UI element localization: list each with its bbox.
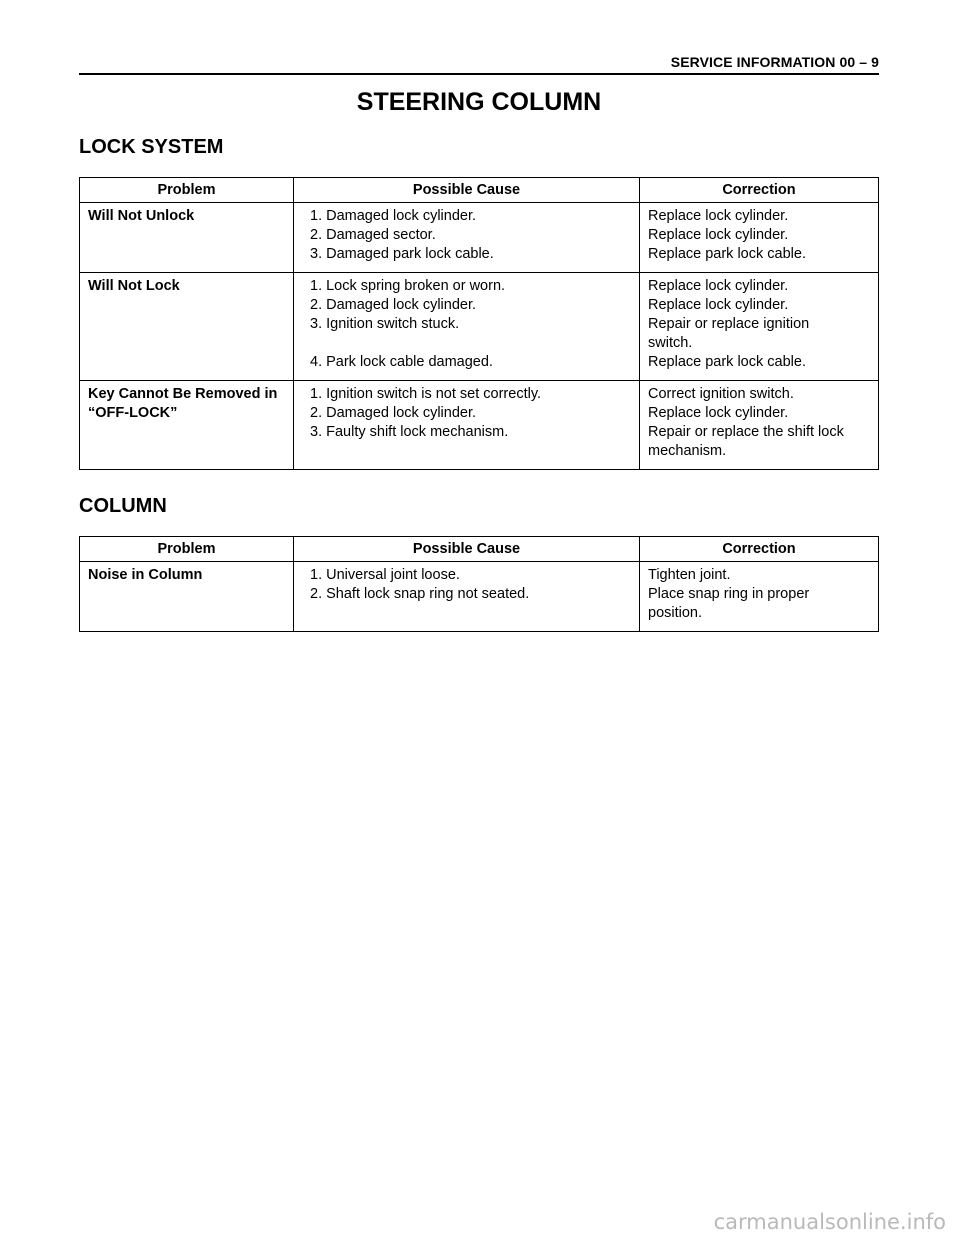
problem-cell: Will Not Unlock <box>80 203 294 273</box>
cause-cell <box>294 203 640 273</box>
column-header-correction: Correction <box>640 537 879 562</box>
column-header-problem: Problem <box>80 178 294 203</box>
correction-line: Replace lock cylinder. <box>648 227 789 243</box>
correction-line: Replace lock cylinder. <box>648 405 789 421</box>
cause-line: 1. Lock spring broken or worn. <box>310 278 506 294</box>
correction-line: Replace lock cylinder. <box>648 278 789 294</box>
table-row <box>80 203 879 273</box>
cause-line: 1. Damaged lock cylinder. <box>310 208 477 224</box>
problem-cell: Noise in Column <box>80 562 294 632</box>
correction-cell <box>640 562 879 632</box>
watermark-text: carmanualsonline.info <box>713 1210 946 1234</box>
correction-line: Replace lock cylinder. <box>648 208 789 224</box>
cause-line: 2. Damaged lock cylinder. <box>310 297 477 313</box>
table-row <box>80 381 879 470</box>
header-rule <box>79 73 879 75</box>
running-header: SERVICE INFORMATION 00 – 9 <box>670 54 879 70</box>
table-row <box>80 562 879 632</box>
section-heading-lock-system: LOCK SYSTEM <box>79 136 224 158</box>
correction-cell <box>640 273 879 381</box>
correction-line: Place snap ring in proper <box>648 586 810 602</box>
problem-cell: Will Not Lock <box>80 273 294 381</box>
column-table <box>79 536 879 632</box>
cause-line: 2. Damaged lock cylinder. <box>310 405 477 421</box>
problem-cell: Key Cannot Be Removed in “OFF-LOCK” <box>80 381 294 470</box>
column-header-possible-cause: Possible Cause <box>294 178 640 203</box>
cause-line: 4. Park lock cable damaged. <box>310 354 493 370</box>
column-header-correction: Correction <box>640 178 879 203</box>
column-header-problem: Problem <box>80 537 294 562</box>
cause-line: 1. Universal joint loose. <box>310 567 460 583</box>
lock-system-table <box>79 177 879 470</box>
page-title: STEERING COLUMN <box>356 88 602 116</box>
correction-line: Replace park lock cable. <box>648 246 806 262</box>
correction-cell <box>640 381 879 470</box>
cause-line: 1. Ignition switch is not set correctly. <box>310 386 542 402</box>
cause-line: 2. Damaged sector. <box>310 227 436 243</box>
correction-line: position. <box>648 605 703 621</box>
section-heading-column: COLUMN <box>79 495 167 517</box>
table-row <box>80 273 879 381</box>
correction-line: mechanism. <box>648 443 727 459</box>
correction-line: Tighten joint. <box>648 567 731 583</box>
correction-line: switch. <box>648 335 693 351</box>
table-header-row <box>80 178 879 203</box>
cause-cell <box>294 273 640 381</box>
correction-line: Repair or replace the shift lock <box>648 424 844 440</box>
table-header-row <box>80 537 879 562</box>
correction-line: Replace lock cylinder. <box>648 297 789 313</box>
correction-cell <box>640 203 879 273</box>
correction-line: Correct ignition switch. <box>648 386 794 402</box>
cause-cell <box>294 562 640 632</box>
correction-line: Replace park lock cable. <box>648 354 806 370</box>
cause-line: 2. Shaft lock snap ring not seated. <box>310 586 530 602</box>
cause-cell <box>294 381 640 470</box>
cause-line: 3. Faulty shift lock mechanism. <box>310 424 509 440</box>
cause-line <box>310 334 631 353</box>
correction-line: Repair or replace ignition <box>648 316 810 332</box>
cause-line: 3. Damaged park lock cable. <box>310 246 494 262</box>
cause-line: 3. Ignition switch stuck. <box>310 316 460 332</box>
column-header-possible-cause: Possible Cause <box>294 537 640 562</box>
